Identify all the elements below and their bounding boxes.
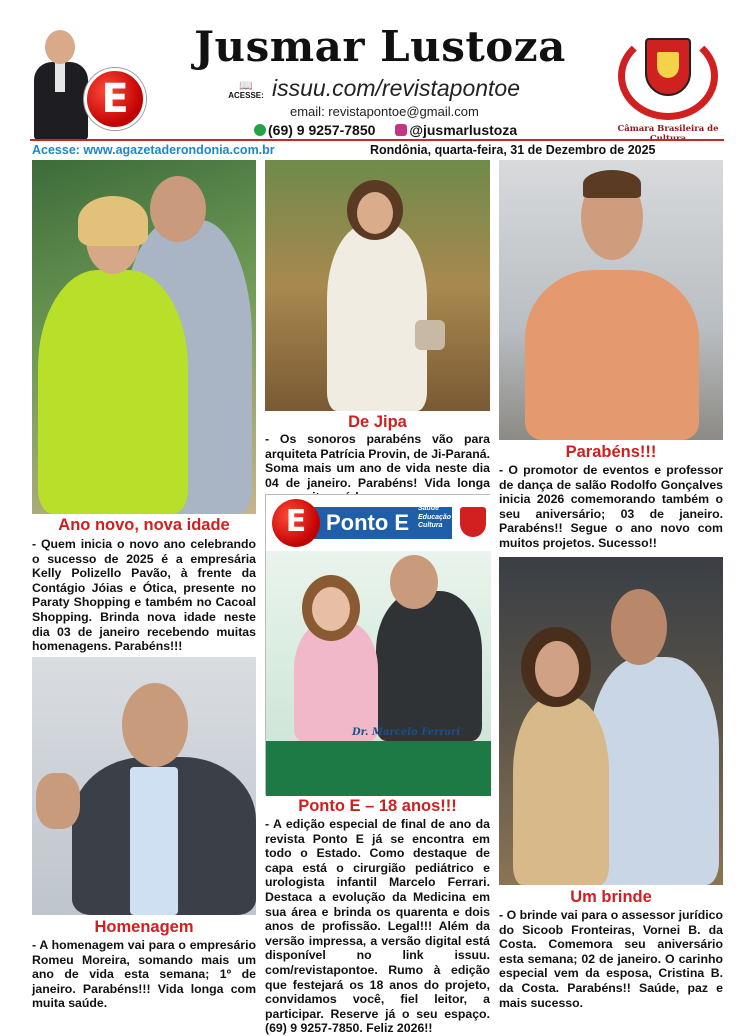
headline-parabens: Parabéns!!!	[565, 443, 657, 461]
masthead	[0, 0, 755, 157]
magazine-cover[interactable]	[265, 494, 490, 795]
culture-chamber-seal	[612, 32, 724, 122]
email-address[interactable]: email: revistapontoe@gmail.com	[290, 104, 479, 119]
phone-number[interactable]: (69) 9 9257-7850	[268, 122, 376, 138]
cover-doctor-name: Dr. Marcelo Ferrari	[352, 727, 461, 738]
photo-vornei-cristina	[499, 557, 723, 885]
cover-logo: E	[272, 499, 320, 547]
article-homenagem: - A homenagem vai para o empresário Romeu Moreira, somando mais um ano de vida esta semana; 1º de janeiro. Parabéns!!! Vida longa com muita saúde.	[32, 938, 256, 1011]
issuu-link[interactable]: issuu.com/revistapontoe	[272, 75, 521, 101]
article-parabens: - O promotor de eventos e professor de dança de salão Rodolfo Gonçalves inicia 2026 comemorando também o seu aniversário; 03 de janeiro. Parabéns!! Segue o ano novo com muitos projetos. Sucesso!!	[499, 463, 723, 550]
column-title: Jusmar Lustoza	[194, 22, 566, 71]
cover-tagline: Saúde Educação Cultura	[418, 505, 452, 529]
cover-seal-icon	[460, 507, 486, 537]
website-link[interactable]: Acesse: www.agazetaderondonia.com.br	[32, 143, 275, 157]
book-icon: 📖	[239, 80, 253, 92]
contact-line	[254, 122, 517, 138]
headline-ponto-e: Ponto E – 18 anos!!!	[298, 797, 457, 815]
photo-romeu-moreira	[32, 657, 256, 915]
cover-brand: Ponto E	[310, 507, 452, 539]
article-ano-novo: - Quem inicia o novo ano celebrando o sucesso de 2025 é a empresária Kelly Polizello Pavão, à frente da Contágio Jóias e Ótica, presente no Paraty Shopping e também no Cacoal Shopping. Brinda nova idade neste dia 03 de janeiro recebendo muitas homenagens. Parabéns!!!	[32, 537, 256, 654]
article-ponto-e: - A edição especial de final de ano da revista Ponto E já se encontra em todo o Estado. Como destaque de capa está o cirurgião pediátrico e urologista infantil Marcelo Ferrari. Destaca a evolução da Medicina em sua área e brinda os quarenta e dois anos de profissão. Legal!!! Além da versão impressa, a versão digital está disponível no link issuu. com/revistapontoe. Rumo à edição que festejará os 18 anos do projeto, convidamos você, fiel leitor, a participar. Reserve já o seu espaço. (69) 9 9257-7850. Feliz 2026!!	[265, 817, 490, 1036]
whatsapp-icon	[254, 124, 266, 136]
acesse-label: 📖 ACESSE:	[226, 82, 266, 100]
headline-ano-novo: Ano novo, nova idade	[58, 516, 230, 534]
article-de-jipa: - Os sonoros parabéns vão para arquiteta Patrícia Provin, de Ji-Paraná. Soma mais um ano de vida neste dia 04 de janeiro. Parabéns! Vida longa	[265, 432, 490, 490]
photo-kelly-couple	[32, 160, 256, 514]
headline-de-jipa: De Jipa	[348, 413, 407, 431]
header-rule	[30, 139, 724, 141]
photo-rodolfo-goncalves	[499, 160, 723, 440]
instagram-handle[interactable]: @jusmarlustoza	[409, 122, 518, 138]
dateline: Rondônia, quarta-feira, 31 de Dezembro de 2025	[370, 143, 656, 157]
headline-homenagem: Homenagem	[94, 918, 194, 936]
instagram-icon	[395, 124, 407, 136]
seal-caption: Câmara Brasileira de	[617, 124, 719, 134]
cover-photo	[266, 551, 491, 741]
headline-brinde: Um brinde	[570, 888, 652, 906]
article-brinde: - O brinde vai para o assessor jurídico do Sicoob Fronteiras, Vornei B. da Costa. Comemora seu aniversário esta semana; 02 de janeiro. O carinho especial vem da esposa, Cristina B. da Costa. Parabéns!! Saúde, paz e mais sucesso.	[499, 908, 723, 1010]
columnist-photo	[30, 30, 92, 140]
ponto-e-logo: E	[84, 68, 146, 130]
photo-patricia-provin	[265, 160, 490, 411]
